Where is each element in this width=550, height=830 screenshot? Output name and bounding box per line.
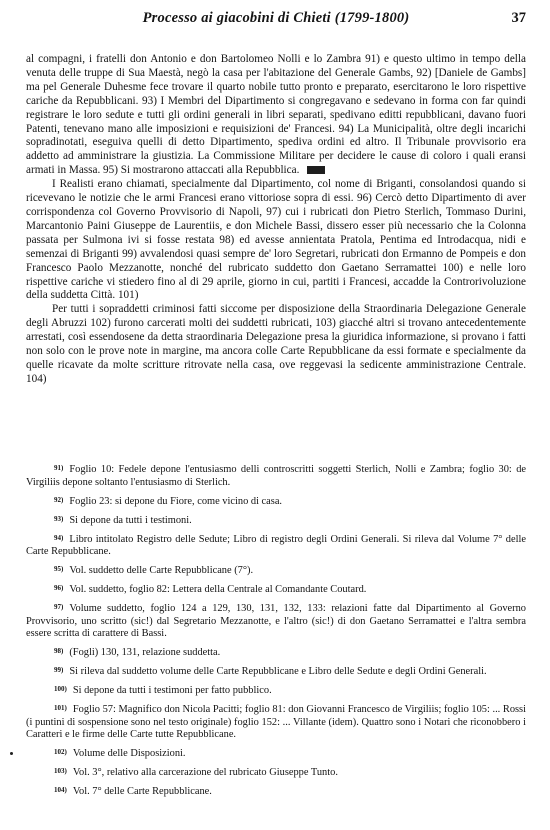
footnote: [26, 582, 526, 597]
footnote-number: 92): [54, 495, 64, 504]
footnote-number: 91): [54, 464, 64, 472]
body-paragraph: Per tutti i sopraddetti criminosi fatti siccome per disposizione della Straordinaria Delegazione Generale degli Abruzzi 102) furono carcerati molti dei suddetti rubricati, 103) giacché altri si trovano antecedentemente arrestati, così essendosene da detta straordinaria Delegazione presa la giuridica informazione, si provano i fatti non solo con le prove note in margine, ma ancora colle Carte Repubblicane da essi formate e specialmente da quelle ricavate da molte scritture ritrovate nella casa, ove reggevasi la sedicente amministrazione Centrale. 104): [26, 303, 526, 385]
footnote-number: 99): [54, 666, 64, 675]
footnote: [26, 784, 526, 799]
footnote-text: Foglio 23: si depone du Fiore, come vicino di casa.: [69, 495, 283, 507]
footnote: [26, 664, 526, 679]
page-number: 37: [511, 10, 526, 26]
footnote-text: Si depone da tutti i testimoni per fatto pubblico.: [72, 685, 272, 697]
footnote-text: Foglio 57: Magnifico don Nicola Pacitti; foglio 81: don Giovanni Francesco de Virgiliis; foglio 105: ... Rossi (i puntini di sospensione sono nel testo originale) foglio 152: ... Villante (idem). Quattro sono i Notari che riconobbero i Caratteri e le firme delle Carte tutte Repubblicane.: [26, 704, 526, 741]
footnote: [26, 746, 526, 761]
footnote: [26, 563, 526, 578]
scan-speck: [10, 752, 13, 755]
paragraph-text: al compagni, i fratelli don Antonio e don Bartolomeo Nolli e lo Zambra 91) e questo ultimo in tempo della venuta delle truppe di Sua Maestà, negò la casa per l'abitazione del Generale Gambs, 92) [Daniele de Gambs] ma pel Generale Duhesme fece trovare il quarto nobile tutto pronto e preparato, esercitarono le loro rispettive cariche da Repubblicani. 93) I Membri del Dipartimento si congregavano e sedevano in forma con far quindi registrare le loro sedute e tutti gli ordini generali in libri separati, spedivano editti repubblicani, davano fuori Patenti, tenevano mano alle imposizioni e requisizioni de' Francesi. 94) La Municipalità, oltre degli incarichi sopradinotati, eseguiva quelli di detto Dipartimento, spediva ordini ed altro. Il Tribunale provvisorio era addetto ad amministrare la giustizia. La Commissione Militare per decidere le cause di coloro i quali eransi armati in Massa. 95) Si mostrarono attaccati alla Repubblica.: [26, 53, 526, 177]
footnote-number: 103): [54, 767, 67, 776]
body-text: [26, 53, 526, 387]
running-title: Processo ai giacobini di Chieti (1799-1800): [142, 10, 410, 26]
body-paragraph: I Realisti erano chiamati, specialmente dal Dipartimento, col nome di Briganti, consolandosi quando si ricevevano le notizie che le armi Francesi erano vittoriose sopra di essi. 96) Cercò detto Dipartimento di aver corrispondenza col Governo Provvisorio di Napoli, 97) cui i rubricati don Pietro Sterlich, Tommaso Durini, Marcantonio Paini Giuseppe de Laurentiis, e don Michele Bassi, dissero esser più necessario che la Colonna passata per Sulmona ivi si fosse restata 98) ed avesse annientata Pratola, Pentima ed Introdacqua, nidi e semenzai di Briganti 99) avvalendosi quasi sempre de' loro Segretari, rubricati don Ermanno de Pompeis e don Francesco Paolo Mezzanotte, nonché del rubricato suddetto don Gaetano Serramattei 100) e nelle loro rispettive cariche vi stiedero fino al di 29 aprile, giorno in cui, partiti i Francesi, accadde la Controrivoluzione della suddetta Città. 101): [26, 178, 526, 302]
footnote-number: 102): [54, 748, 67, 757]
footnote-number: 100): [54, 685, 67, 694]
footnote-text: Vol. 7° delle Carte Repubblicane.: [72, 786, 212, 798]
footnote-number: 95): [54, 565, 64, 574]
footnote: [26, 765, 526, 780]
footnote-text: Volume delle Disposizioni.: [72, 748, 186, 760]
footnote-number: 104): [54, 786, 67, 795]
footnote-text: Foglio 10: Fedele depone l'entusiasmo delli controscritti soggetti Sterlich, Nolli e Zambra; foglio 30: de Virgiliis depone soltanto l'entusiasmo di Sterlich.: [26, 464, 526, 488]
footnote-number: 101): [54, 704, 67, 713]
body-paragraph: [26, 53, 526, 178]
running-header: [26, 10, 526, 32]
footnote-number: 93): [54, 514, 64, 523]
footnote-text: Si rileva dal suddetto volume delle Carte Repubblicane e Libro delle Sedute e degli Ordini Generali.: [69, 666, 487, 678]
ink-stamp-mark: [307, 166, 325, 174]
footnote-text: (Fogli) 130, 131, relazione suddetta.: [69, 647, 221, 659]
footnote-number: 94): [54, 533, 64, 542]
footnote: [26, 702, 526, 742]
footnote-text: Libro intitolato Registro delle Sedute; Libro di registro degli Ordini Generali. Si rileva dal Volume 7° delle Carte Repubblicane.: [26, 533, 526, 558]
footnote-text: Volume suddetto, foglio 124 a 129, 130, 131, 132, 133: relazioni fatte dal Dipartimento al Governo Provvisorio, uno scritto (sic!) dal Segretario Mezzanotte, e l'altro (sic!) di don Gaetano Serramattei e l'altra sembra essere scritta di carattere di Bassi.: [26, 603, 526, 640]
footnote-number: 98): [54, 647, 64, 656]
footnote: [26, 532, 526, 559]
footnote-number: 97): [54, 603, 64, 612]
footnote-text: Vol. suddetto delle Carte Repubblicane (7°).: [69, 565, 254, 577]
footnote-text: Si depone da tutti i testimoni.: [69, 514, 192, 526]
footnote-text: Vol. suddetto, foglio 82: Lettera della Centrale al Comandante Coutard.: [69, 584, 367, 596]
footnote: [26, 683, 526, 698]
footnote: [26, 462, 526, 489]
footnotes-section: [26, 462, 526, 803]
footnote-text: Vol. 3°, relativo alla carcerazione del rubricato Giuseppe Tunto.: [72, 767, 338, 779]
footnote-number: 96): [54, 584, 64, 593]
footnote: [26, 513, 526, 528]
footnote: [26, 645, 526, 660]
footnote: [26, 601, 526, 641]
footnote: [26, 494, 526, 509]
